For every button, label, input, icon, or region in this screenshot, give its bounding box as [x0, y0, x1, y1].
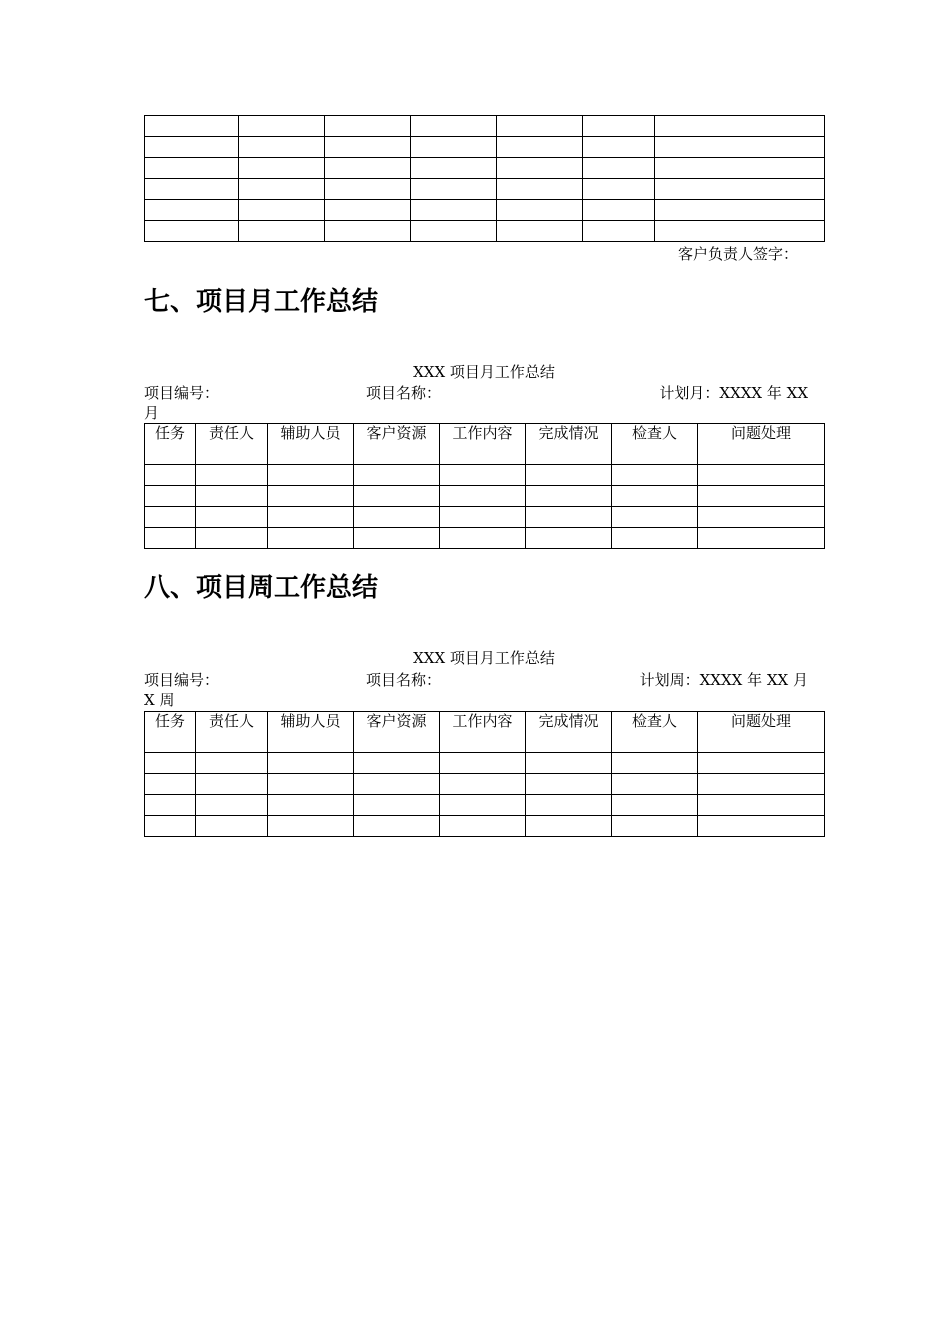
- column-header-inspector: 检查人: [612, 712, 698, 753]
- table-cell: [196, 486, 268, 507]
- table-cell: [145, 774, 196, 795]
- table-cell: [612, 816, 698, 837]
- table-cell: [497, 116, 583, 137]
- table-cell: [239, 200, 325, 221]
- table-cell: [268, 753, 354, 774]
- table-cell: [497, 221, 583, 242]
- table-cell: [440, 486, 526, 507]
- table-cell: [239, 179, 325, 200]
- table-row: [145, 158, 825, 179]
- table-cell: [698, 528, 825, 549]
- column-header-work-content: 工作内容: [440, 712, 526, 753]
- table-cell: [411, 158, 497, 179]
- table-row: [145, 221, 825, 242]
- table-cell: [698, 507, 825, 528]
- column-header-task: 任务: [145, 712, 196, 753]
- table-cell: [526, 816, 612, 837]
- table-cell: [440, 528, 526, 549]
- table-cell: [411, 137, 497, 158]
- table-cell: [268, 774, 354, 795]
- table-cell: [239, 116, 325, 137]
- column-header-assistant: 辅助人员: [268, 712, 354, 753]
- table-cell: [268, 486, 354, 507]
- table-cell: [196, 528, 268, 549]
- table-cell: [526, 753, 612, 774]
- table-cell: [196, 753, 268, 774]
- table-cell: [196, 507, 268, 528]
- table-cell: [526, 465, 612, 486]
- table-cell: [145, 158, 239, 179]
- table-header-row: [145, 424, 825, 465]
- table-cell: [145, 507, 196, 528]
- plan-week-label: 计划周：XXXX 年 XX 月: [639, 671, 808, 689]
- table-cell: [698, 795, 825, 816]
- table-cell: [145, 528, 196, 549]
- table-cell: [583, 158, 655, 179]
- weekly-summary-table: [144, 711, 825, 837]
- project-number-label: 项目编号：: [144, 384, 220, 402]
- table-cell: [325, 221, 411, 242]
- customer-signature-label: 客户负责人签字：: [677, 245, 798, 263]
- table-cell: [239, 221, 325, 242]
- table-cell: [354, 816, 440, 837]
- table-cell: [145, 179, 239, 200]
- table-cell: [325, 137, 411, 158]
- table-cell: [268, 528, 354, 549]
- table-cell: [698, 753, 825, 774]
- table-cell: [145, 753, 196, 774]
- table-cell: [612, 795, 698, 816]
- monthly-meta-row: [144, 383, 824, 423]
- plan-month-label: 计划月：XXXX 年 XX: [659, 384, 808, 402]
- table-cell: [145, 200, 239, 221]
- table-row: [145, 507, 825, 528]
- table-cell: [698, 816, 825, 837]
- table-cell: [268, 507, 354, 528]
- column-header-completion: 完成情况: [526, 424, 612, 465]
- project-number-label: 项目编号：: [144, 671, 220, 689]
- table-cell: [698, 486, 825, 507]
- table-cell: [145, 116, 239, 137]
- table-cell: [612, 486, 698, 507]
- column-header-customer-resource: 客户资源: [354, 712, 440, 753]
- table-cell: [655, 200, 825, 221]
- table-cell: [145, 816, 196, 837]
- table-row: [145, 816, 825, 837]
- table-cell: [440, 465, 526, 486]
- table-cell: [655, 221, 825, 242]
- table-cell: [145, 137, 239, 158]
- table-cell: [411, 116, 497, 137]
- table-row: [145, 486, 825, 507]
- table-cell: [268, 795, 354, 816]
- table-cell: [411, 221, 497, 242]
- table-cell: [583, 137, 655, 158]
- table-cell: [440, 507, 526, 528]
- table-cell: [145, 465, 196, 486]
- section-heading-weekly: 八、项目周工作总结: [144, 573, 379, 603]
- table-cell: [325, 179, 411, 200]
- table-cell: [497, 179, 583, 200]
- table-cell: [526, 774, 612, 795]
- table-cell: [354, 507, 440, 528]
- section-heading-monthly: 七、项目月工作总结: [144, 287, 379, 317]
- weekly-meta-row: [144, 670, 824, 710]
- column-header-completion: 完成情况: [526, 712, 612, 753]
- table-cell: [145, 795, 196, 816]
- table-cell: [440, 795, 526, 816]
- table-row: [145, 528, 825, 549]
- monthly-table-title: XXX 项目月工作总结: [413, 363, 555, 381]
- table-row: [145, 137, 825, 158]
- table-cell: [526, 528, 612, 549]
- monthly-summary-table: [144, 423, 825, 549]
- table-cell: [354, 465, 440, 486]
- table-cell: [526, 795, 612, 816]
- table-cell: [526, 486, 612, 507]
- previous-section-table: [144, 115, 825, 242]
- table-cell: [612, 753, 698, 774]
- table-cell: [196, 816, 268, 837]
- table-cell: [612, 507, 698, 528]
- table-cell: [497, 137, 583, 158]
- table-cell: [440, 753, 526, 774]
- table-cell: [440, 816, 526, 837]
- table-cell: [239, 158, 325, 179]
- column-header-issue-handling: 问题处理: [698, 712, 825, 753]
- weekly-table-title: XXX 项目月工作总结: [413, 649, 555, 667]
- column-header-owner: 责任人: [196, 424, 268, 465]
- table-row: [145, 753, 825, 774]
- table-cell: [145, 221, 239, 242]
- plan-week-wrap: X 周: [144, 691, 175, 709]
- table-cell: [196, 774, 268, 795]
- table-cell: [497, 158, 583, 179]
- table-cell: [239, 137, 325, 158]
- table-cell: [145, 486, 196, 507]
- table-row: [145, 179, 825, 200]
- table-cell: [354, 753, 440, 774]
- table-cell: [698, 465, 825, 486]
- table-cell: [354, 528, 440, 549]
- table-cell: [583, 179, 655, 200]
- table-cell: [583, 221, 655, 242]
- table-cell: [655, 158, 825, 179]
- table-row: [145, 795, 825, 816]
- table-cell: [655, 137, 825, 158]
- table-cell: [440, 774, 526, 795]
- table-row: [145, 200, 825, 221]
- table-cell: [325, 200, 411, 221]
- table-cell: [526, 507, 612, 528]
- column-header-inspector: 检查人: [612, 424, 698, 465]
- column-header-assistant: 辅助人员: [268, 424, 354, 465]
- table-cell: [583, 116, 655, 137]
- table-cell: [411, 200, 497, 221]
- table-cell: [325, 116, 411, 137]
- table-cell: [196, 465, 268, 486]
- table-row: [145, 116, 825, 137]
- table-cell: [612, 774, 698, 795]
- table-cell: [354, 486, 440, 507]
- table-cell: [411, 179, 497, 200]
- project-name-label: 项目名称：: [366, 384, 442, 402]
- plan-month-wrap: 月: [144, 404, 160, 422]
- table-cell: [497, 200, 583, 221]
- table-cell: [268, 816, 354, 837]
- table-cell: [268, 465, 354, 486]
- project-name-label: 项目名称：: [366, 671, 442, 689]
- table-cell: [655, 179, 825, 200]
- table-cell: [612, 465, 698, 486]
- table-row: [145, 465, 825, 486]
- column-header-customer-resource: 客户资源: [354, 424, 440, 465]
- table-cell: [196, 795, 268, 816]
- table-cell: [354, 774, 440, 795]
- table-cell: [583, 200, 655, 221]
- column-header-issue-handling: 问题处理: [698, 424, 825, 465]
- column-header-work-content: 工作内容: [440, 424, 526, 465]
- table-cell: [698, 774, 825, 795]
- column-header-owner: 责任人: [196, 712, 268, 753]
- table-cell: [612, 528, 698, 549]
- table-cell: [325, 158, 411, 179]
- column-header-task: 任务: [145, 424, 196, 465]
- table-row: [145, 774, 825, 795]
- table-header-row: [145, 712, 825, 753]
- table-cell: [354, 795, 440, 816]
- table-cell: [655, 116, 825, 137]
